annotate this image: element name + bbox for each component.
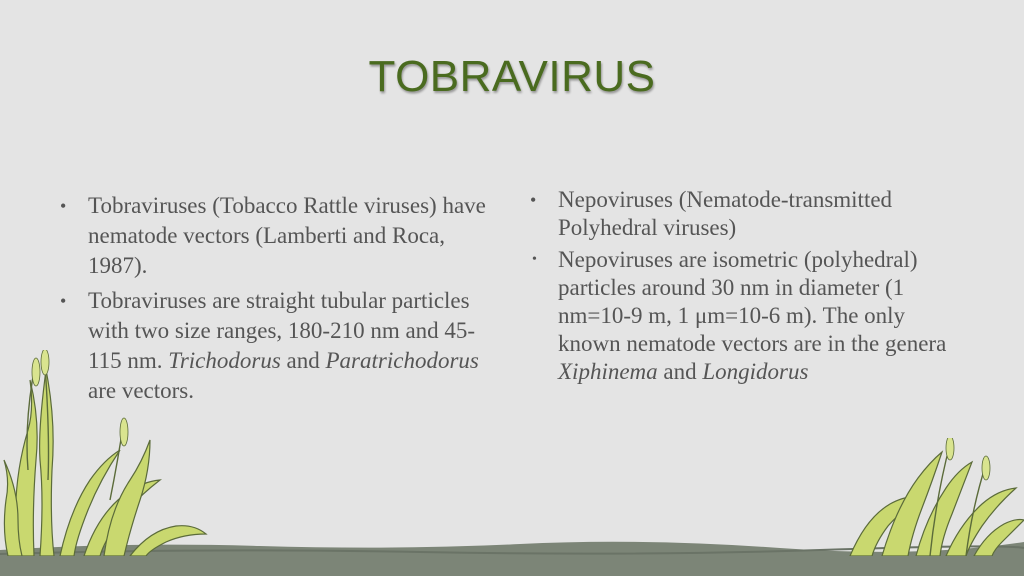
bullet-text: Tobraviruses are straight tubular particles with two size ranges, 180-210 nm and 45-115 nm. — [88, 288, 476, 373]
grass-left-illustration — [0, 350, 210, 556]
list-item — [58, 191, 498, 281]
bullet-icon: • — [530, 190, 537, 210]
bullet-icon: • — [60, 291, 67, 311]
bullet-text: and — [657, 359, 703, 384]
right-bullet-list — [528, 186, 968, 386]
list-item — [528, 186, 968, 242]
bullet-icon: • — [60, 196, 67, 216]
bullet-text: and — [280, 348, 326, 373]
list-item — [528, 246, 968, 386]
bullet-text: Nepoviruses (Nematode-transmitted Polyhedral viruses) — [558, 187, 893, 240]
page-title: TOBRAVIRUS — [368, 52, 656, 101]
grass-right-illustration — [846, 438, 1024, 556]
bullet-text: Tobraviruses (Tobacco Rattle viruses) have nematode vectors (Lamberti and Roca, 1987). — [88, 193, 486, 278]
genus-name: Longidorus — [702, 359, 809, 384]
genus-name: Paratrichodorus — [325, 348, 479, 373]
genus-name: Trichodorus — [168, 348, 281, 373]
bullet-icon: • — [532, 252, 537, 267]
bullet-text: are vectors. — [88, 378, 194, 403]
right-column — [528, 186, 968, 390]
bullet-text: Nepoviruses are isometric (polyhedral) particles around 30 nm in diameter (1 nm=10-9 m, 1 μm=10-6 m). The only known nematode vectors are in the genera — [558, 247, 947, 356]
genus-name: Xiphinema — [558, 359, 658, 384]
